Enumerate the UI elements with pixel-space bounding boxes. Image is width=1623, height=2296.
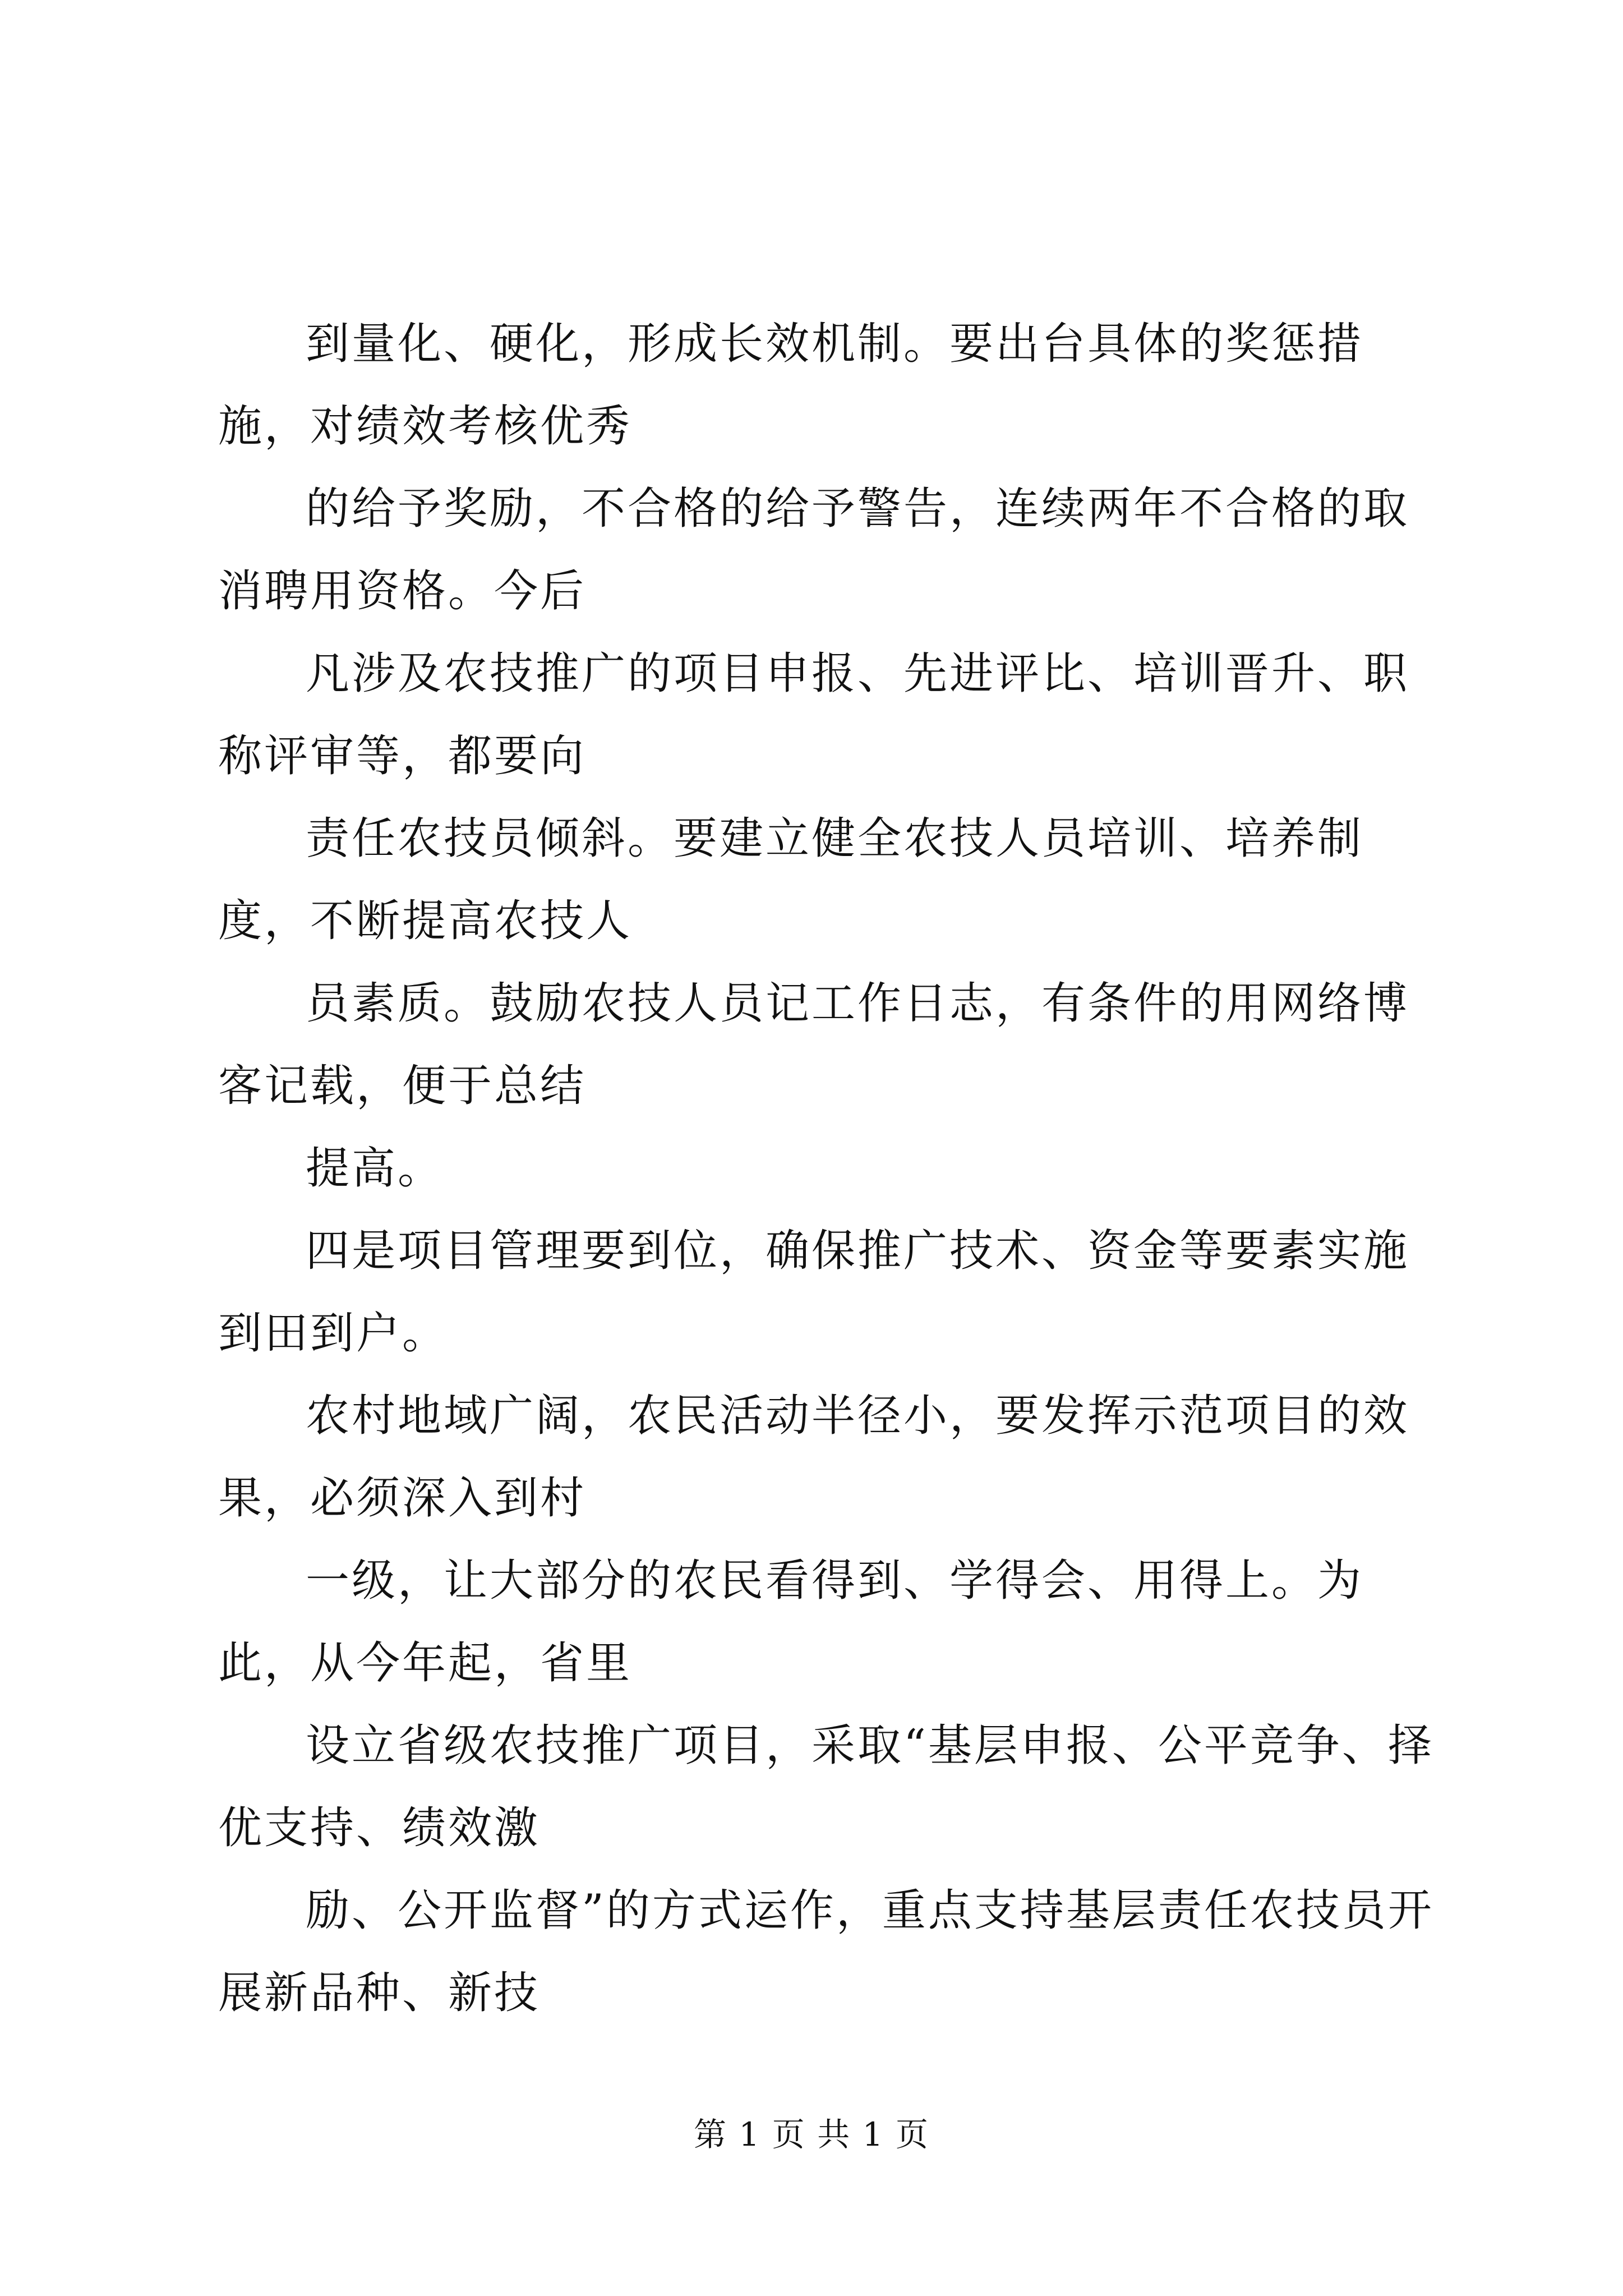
paragraph: 励、公开监督”的方式运作，重点支持基层责任农技员开展新品种、新技 — [218, 1885, 1434, 2018]
paragraph: 农村地域广阔，农民活动半径小，要发挥示范项目的效果，必须深入到村 — [218, 1391, 1410, 1524]
paragraph: 员素质。鼓励农技人员记工作日志，有条件的用网络博客记载，便于总结 — [218, 978, 1410, 1111]
document-body — [218, 303, 1441, 2035]
page-number-footer: 第 1 页 共 1 页 — [694, 2115, 929, 2154]
paragraph: 四是项目管理要到位，确保推广技术、资金等要素实施到田到户。 — [218, 1226, 1410, 1359]
paragraph: 一级，让大部分的农民看得到、学得会、用得上。为此，从今年起，省里 — [218, 1556, 1364, 1688]
paragraph: 责任农技员倾斜。要建立健全农技人员培训、培养制度，不断提高农技人 — [218, 813, 1364, 946]
paragraph: 到量化、硬化，形成长效机制。要出台具体的奖惩措施，对绩效考核优秀 — [218, 319, 1364, 452]
paragraph: 提高。 — [306, 1143, 444, 1194]
paragraph: 设立省级农技推广项目，采取“基层申报、公平竞争、择优支持、绩效激 — [218, 1720, 1434, 1853]
paragraph: 的给予奖励，不合格的给予警告，连续两年不合格的取消聘用资格。今后 — [218, 484, 1410, 616]
paragraph: 凡涉及农技推广的项目申报、先进评比、培训晋升、职称评审等，都要向 — [218, 648, 1410, 781]
